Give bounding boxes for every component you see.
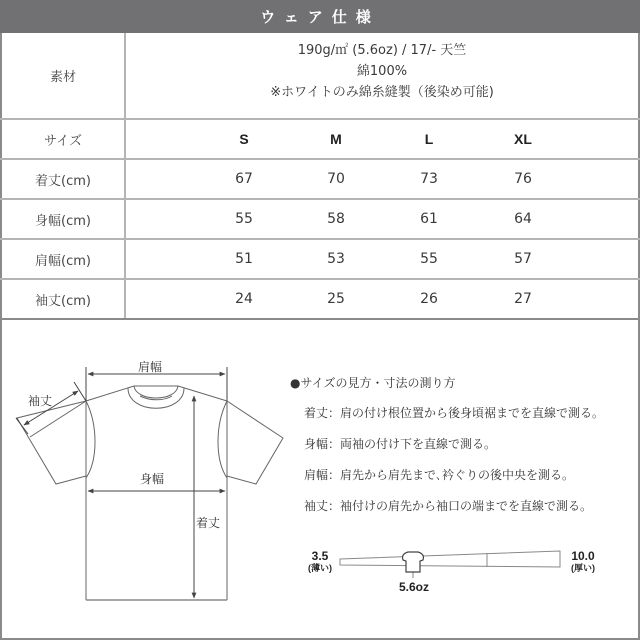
- table-cell: 27: [514, 291, 532, 307]
- row-label-shoulder-width: 肩幅(cm): [35, 253, 91, 269]
- guide-item-body-width: 身幅：両袖の付け下を直線で測る。: [304, 437, 497, 451]
- scale-min-note: (薄い): [308, 563, 332, 573]
- material-line: ※ホワイトのみ綿糸縫製（後染め可能): [270, 85, 494, 100]
- spec-title: ウェア仕様: [260, 8, 380, 26]
- table-cell: 76: [514, 171, 532, 187]
- table-cell: 26: [420, 291, 438, 307]
- material-label: 素材: [49, 70, 76, 85]
- material-line: 綿100%: [356, 64, 408, 79]
- guide-title: ●サイズの見方・寸法の測り方: [290, 376, 456, 390]
- measurement-guide: [290, 374, 635, 528]
- row-label-body-width: 身幅(cm): [35, 213, 91, 229]
- label-body-width: 身幅: [140, 472, 165, 486]
- table-cell: 24: [235, 291, 253, 307]
- row-label-sleeve-length: 袖丈(cm): [35, 293, 91, 309]
- size-col-l: L: [424, 131, 434, 147]
- guide-item-length: 着丈：肩の付け根位置から後身頃裾までを直線で測る。: [304, 406, 605, 420]
- material-line: 190g/㎡ (5.6oz) / 17/- 天竺: [297, 43, 467, 58]
- size-header-label: サイズ: [44, 133, 82, 149]
- scale-max-note: (厚い): [571, 563, 595, 573]
- table-cell: 73: [420, 171, 438, 187]
- scale-min: [303, 550, 337, 574]
- size-col-m: M: [330, 131, 342, 147]
- table-cell: 55: [420, 251, 438, 267]
- table-cell: 53: [327, 251, 345, 267]
- size-col-s: S: [239, 131, 249, 147]
- scale-min-value: 3.5: [311, 549, 329, 563]
- scale-max: [563, 550, 603, 574]
- table-cell: 55: [235, 211, 253, 227]
- size-col-xl: XL: [514, 131, 532, 147]
- guide-item-sleeve-length: 袖丈：袖付けの肩先から袖口の端までを直線で測る。: [304, 499, 593, 513]
- table-cell: 58: [327, 211, 345, 227]
- table-cell: 61: [420, 211, 438, 227]
- label-sleeve-length: 袖丈: [28, 394, 53, 408]
- table-cell: 25: [327, 291, 345, 307]
- scale-current: 5.6oz: [398, 580, 429, 594]
- label-shoulder-width: 肩幅: [138, 360, 163, 374]
- table-cell: 51: [235, 251, 253, 267]
- table-cell: 64: [514, 211, 532, 227]
- scale-max-value: 10.0: [571, 549, 595, 563]
- row-label-length: 着丈(cm): [35, 173, 91, 189]
- table-cell: 67: [235, 171, 253, 187]
- table-cell: 57: [514, 251, 532, 267]
- table-cell: 70: [327, 171, 345, 187]
- label-body-length: 着丈: [196, 516, 221, 530]
- guide-item-shoulder-width: 肩幅：肩先から肩先まで､衿ぐりの後中央を測る。: [304, 468, 575, 482]
